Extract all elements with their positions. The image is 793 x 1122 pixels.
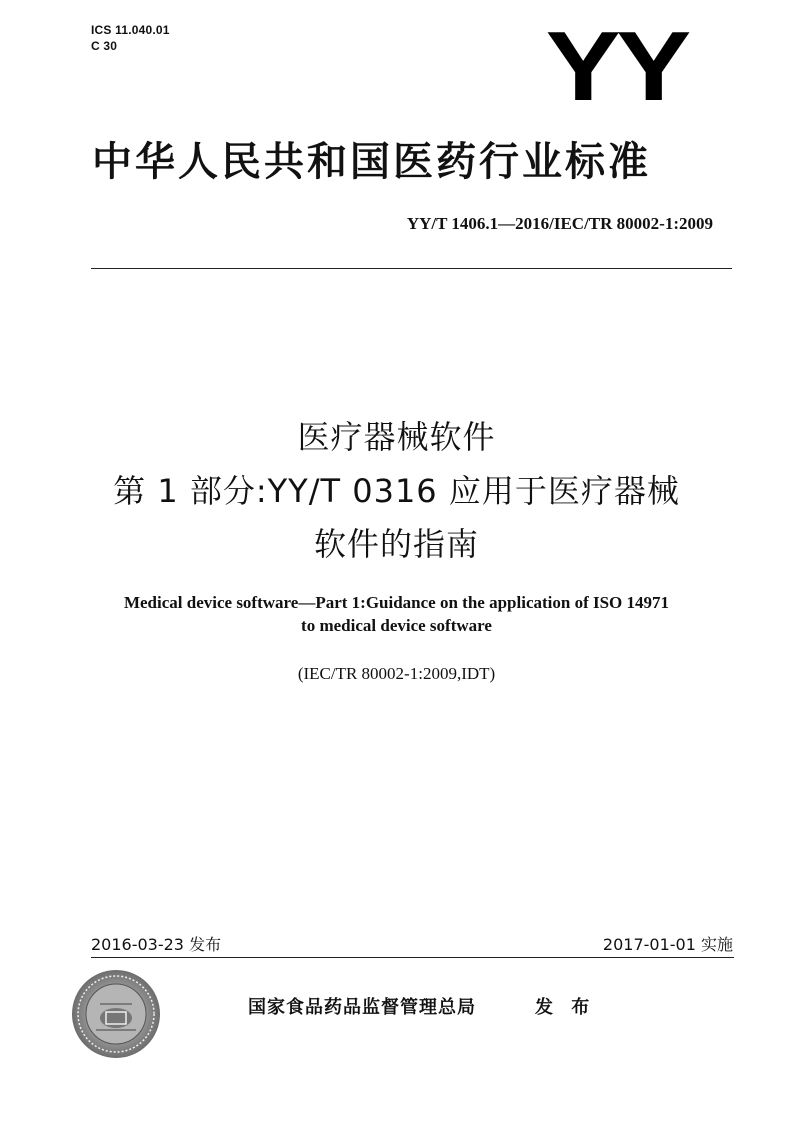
ics-code: ICS 11.040.01 (91, 23, 170, 37)
ics-ccs-block (91, 22, 170, 54)
standard-type-title: 中华人民共和国医药行业标准 (92, 139, 651, 185)
cn-title-line-3: 软件的指南 (313, 525, 479, 563)
anti-counterfeit-seal-icon (70, 968, 162, 1060)
cn-title-line-2: 第 1 部分:YY/T 0316 应用于医疗器械 (113, 472, 680, 510)
cn-title-line-1: 医疗器械软件 (297, 418, 496, 456)
standard-code: YY/T 1406.1—2016/IEC/TR 80002-1:2009 (406, 214, 713, 233)
ccs-code: C 30 (91, 39, 118, 53)
yy-logo: YY (545, 11, 687, 121)
implement-date: 2017-01-01 实施 (602, 935, 733, 954)
footer-divider (91, 957, 734, 958)
issue-label: 发 布 (535, 997, 596, 1018)
en-title-line-2: to medical device software (301, 616, 492, 635)
en-title-line-1: Medical device software—Part 1:Guidance on the application of ISO 14971 (123, 593, 670, 612)
header-divider (91, 268, 732, 269)
issuing-authority: 国家食品药品监督管理总局 (248, 997, 476, 1018)
publish-date: 2016-03-23 发布 (91, 935, 222, 954)
equivalence-note: (IEC/TR 80002-1:2009,IDT) (297, 664, 496, 683)
